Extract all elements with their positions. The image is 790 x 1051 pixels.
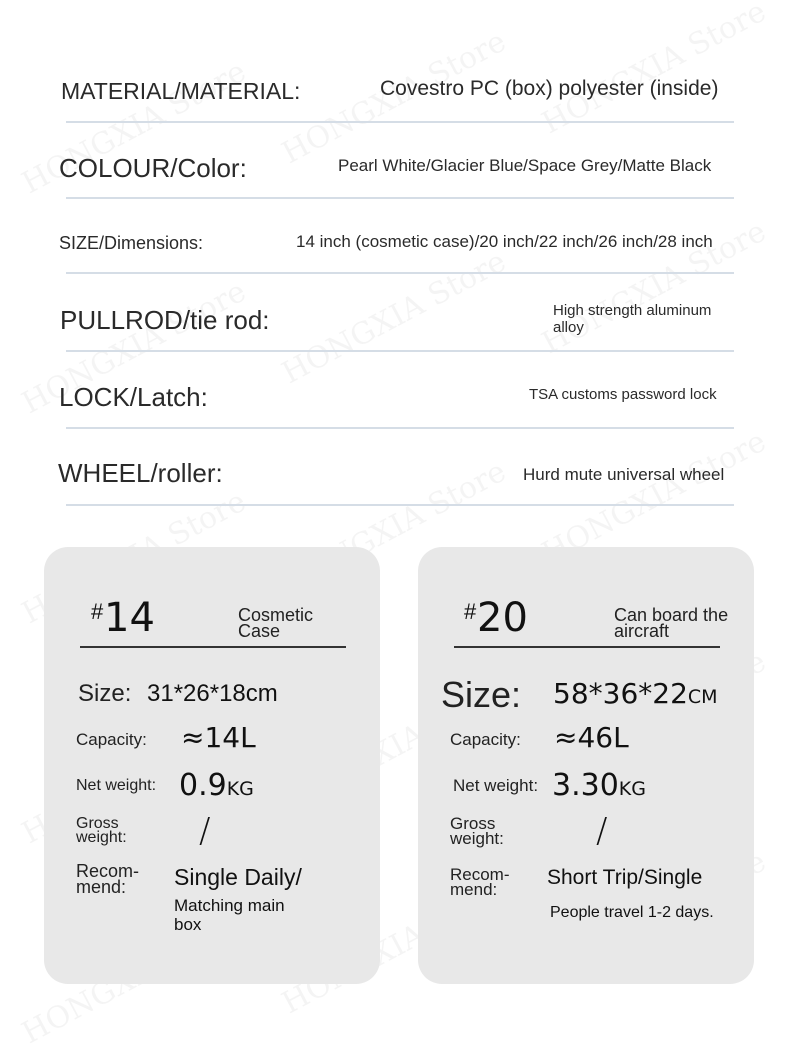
spec-label: SIZE/Dimensions:	[59, 233, 204, 253]
row-divider	[66, 427, 734, 429]
recommend-label: Recom-mend:	[450, 865, 510, 899]
row-divider	[66, 504, 734, 506]
gross-weight-value: /	[596, 811, 608, 851]
size-value	[553, 677, 718, 710]
net-weight-number: 0.9	[179, 768, 227, 803]
capacity-label: Capacity:	[76, 730, 147, 749]
number-hash: #	[464, 599, 477, 624]
model-number: 20	[477, 595, 528, 641]
capacity-value: ≈46L	[554, 721, 629, 754]
gross-weight-label: Gross weight:	[450, 814, 504, 848]
spec-label: MATERIAL/MATERIAL:	[61, 78, 301, 104]
spec-value: High strength aluminum alloy	[553, 302, 712, 336]
size-number: 58*36*22	[553, 677, 688, 710]
size-label: Size:	[78, 680, 132, 707]
net-weight-unit: KG	[226, 778, 254, 800]
spec-label: PULLROD/tie rod:	[60, 305, 270, 335]
model-number: 14	[104, 595, 155, 641]
title-underline	[80, 646, 346, 648]
spec-value: Pearl White/Glacier Blue/Space Grey/Matte Black	[338, 156, 712, 175]
net-weight-value	[552, 768, 646, 803]
net-weight-unit: KG	[618, 778, 646, 800]
net-weight-label: Net weight:	[453, 776, 539, 795]
row-divider	[66, 272, 734, 274]
net-weight-value	[179, 768, 254, 803]
spec-value: Hurd mute universal wheel	[523, 465, 725, 484]
product-card-20	[418, 547, 754, 984]
number-hash: #	[91, 599, 104, 624]
model-subtitle: Cosmetic Case	[238, 605, 314, 641]
row-divider	[66, 350, 734, 352]
recommend-value: Single Daily/	[174, 864, 302, 890]
gross-weight-value: /	[199, 811, 211, 851]
gross-weight-label: Gross weight:	[76, 815, 127, 846]
recommend-label: Recom-mend:	[76, 861, 140, 897]
size-unit: CM	[687, 686, 718, 708]
recommend-note: People travel 1-2 days.	[550, 904, 714, 921]
recommend-value: Short Trip/Single	[547, 866, 703, 889]
net-weight-number: 3.30	[552, 768, 619, 803]
model-subtitle: Can board the aircraft	[614, 605, 729, 641]
spec-label: WHEEL/roller:	[58, 458, 223, 488]
spec-label: LOCK/Latch:	[59, 382, 208, 412]
row-divider	[66, 197, 734, 199]
spec-label: COLOUR/Color:	[59, 153, 247, 183]
net-weight-label: Net weight:	[76, 777, 157, 794]
size-label: Size:	[441, 674, 522, 715]
capacity-value: ≈14L	[181, 721, 256, 754]
spec-value: 14 inch (cosmetic case)/20 inch/22 inch/26 inch/28 inch	[296, 232, 713, 251]
spec-value: TSA customs password lock	[529, 386, 717, 403]
row-divider	[66, 121, 734, 123]
product-card-14	[44, 547, 380, 984]
recommend-note: Matching main box	[174, 896, 285, 934]
watermark-text	[276, 244, 512, 391]
capacity-label: Capacity:	[450, 730, 521, 749]
size-value: 31*26*18cm	[147, 680, 278, 707]
spec-value: Covestro PC (box) polyester (inside)	[380, 77, 719, 100]
title-underline	[454, 646, 720, 648]
